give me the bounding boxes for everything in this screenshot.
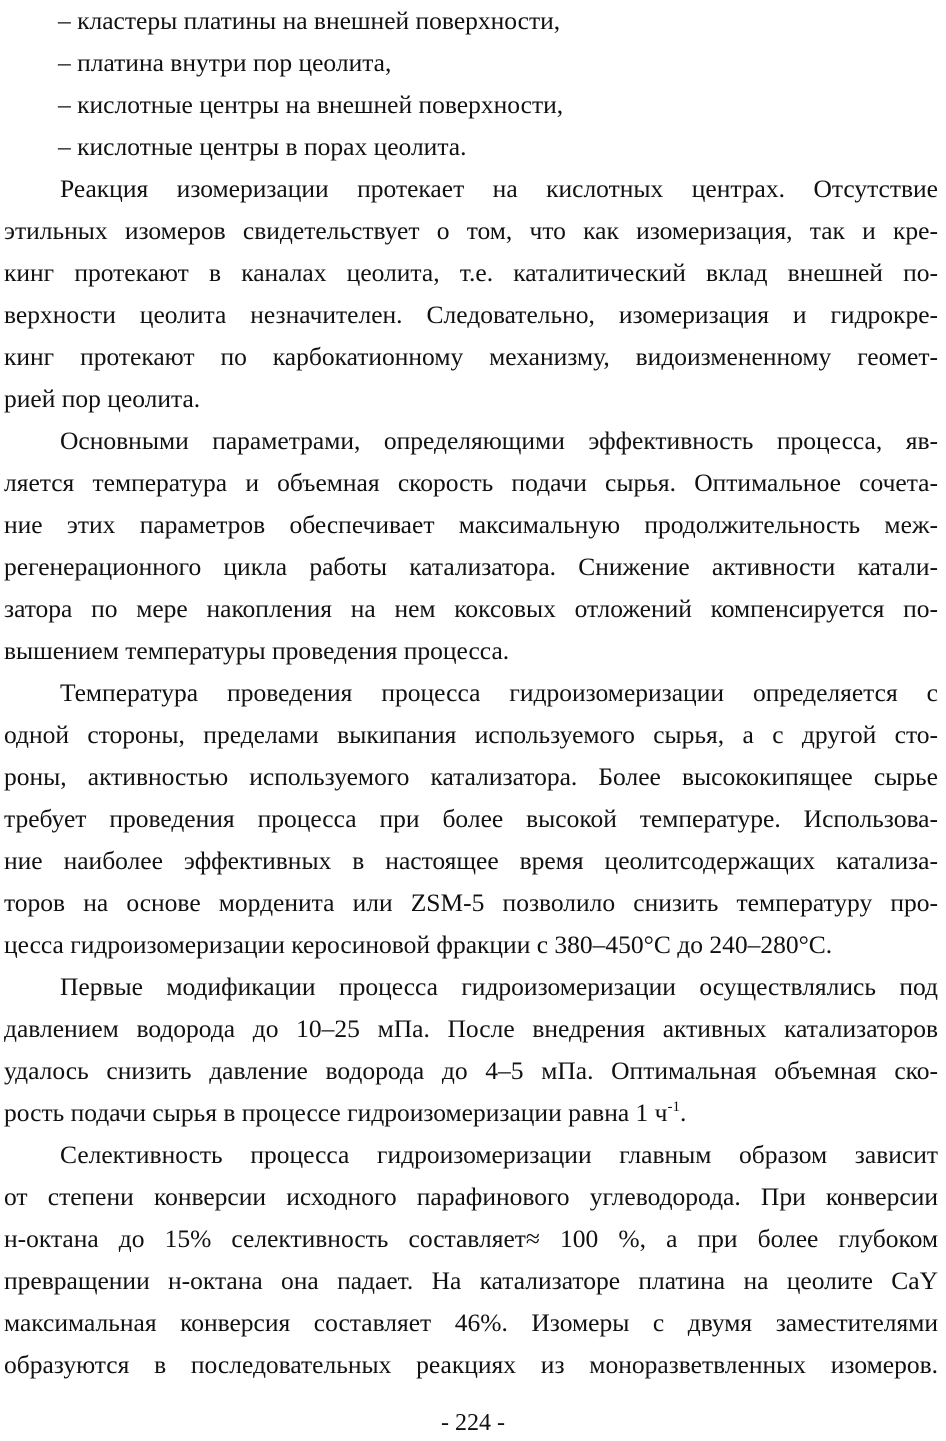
paragraph-line: от степени конверсии исходного парафинового углеводорода. При конверсии bbox=[4, 1182, 938, 1211]
paragraph-line: ние этих параметров обеспечивает максимальную продолжительность меж- bbox=[4, 510, 938, 539]
paragraph-line: превращении н-октана она падает. На катализаторе платина на цеолите CaY bbox=[4, 1266, 938, 1295]
list-item: – кластеры платины на внешней поверхности, bbox=[58, 6, 561, 35]
paragraph-line: н-октана до 15% селективность составляет≈ 100 %, а при более глубоком bbox=[4, 1224, 938, 1253]
paragraph-line: затора по мере накопления на нем коксовых отложений компенсируется по- bbox=[4, 594, 938, 623]
paragraph-line bbox=[4, 1092, 938, 1134]
paragraph-line: Селективность процесса гидроизомеризации главным образом зависит bbox=[60, 1140, 938, 1169]
paragraph-line: этильных изомеров свидетельствует о том, что как изомеризация, так и кре- bbox=[4, 216, 938, 245]
paragraph-line: верхности цеолита незначителен. Следовательно, изомеризация и гидрокре- bbox=[4, 300, 938, 329]
list-item: – платина внутри пор цеолита, bbox=[58, 48, 392, 77]
paragraph-line: роны, активностью используемого катализатора. Более высококипящее сырье bbox=[4, 762, 938, 791]
paragraph-line: Первые модификации процесса гидроизомеризации осуществлялись под bbox=[60, 972, 938, 1001]
paragraph-line: ние наиболее эффективных в настоящее время цеолитсодержащих катализа- bbox=[4, 846, 938, 875]
paragraph-line-text: рость подачи сырья в процессе гидроизомеризации равна 1 ч bbox=[4, 1098, 668, 1127]
paragraph-line: кинг протекают в каналах цеолита, т.е. каталитический вклад внешней по- bbox=[4, 258, 938, 287]
paragraph-line: цесса гидроизомеризации керосиновой фракции с 380–450°С до 240–280°С. bbox=[4, 930, 833, 959]
paragraph-line: давлением водорода до 10–25 мПа. После внедрения активных катализаторов bbox=[4, 1014, 938, 1043]
page-number: - 224 - bbox=[441, 1410, 505, 1436]
paragraph-line: вышением температуры проведения процесса. bbox=[4, 636, 510, 665]
sentence-end: . bbox=[680, 1098, 687, 1127]
paragraph-line: удалось снизить давление водорода до 4–5 мПа. Оптимальная объемная ско- bbox=[4, 1056, 938, 1085]
paragraph-line: торов на основе морденита или ZSM-5 позволило снизить температуру про- bbox=[4, 888, 938, 917]
list-item: – кислотные центры на внешней поверхности, bbox=[58, 90, 564, 119]
paragraph-line: регенерационного цикла работы катализатора. Снижение активности катали- bbox=[4, 552, 938, 581]
paragraph-line: одной стороны, пределами выкипания используемого сырья, а с другой сто- bbox=[4, 720, 938, 749]
paragraph-line: требует проведения процесса при более высокой температуре. Использова- bbox=[4, 804, 938, 833]
list-item: – кислотные центры в порах цеолита. bbox=[58, 132, 467, 161]
paragraph-line: Температура проведения процесса гидроизомеризации определяется с bbox=[60, 678, 938, 707]
paragraph-line: рией пор цеолита. bbox=[4, 384, 201, 413]
paragraph-line: ляется температура и объемная скорость подачи сырья. Оптимальное сочета- bbox=[4, 468, 938, 497]
paragraph-line: кинг протекают по карбокатионному механизму, видоизмененному геомет- bbox=[4, 342, 938, 371]
paragraph-line: Основными параметрами, определяющими эффективность процесса, яв- bbox=[60, 426, 938, 455]
paragraph-line: Реакция изомеризации протекает на кислотных центрах. Отсутствие bbox=[60, 174, 938, 203]
paragraph-line: максимальная конверсия составляет 46%. Изомеры с двумя заместителями bbox=[4, 1308, 938, 1337]
unit-exponent: -1 bbox=[667, 1099, 680, 1115]
paragraph-line: образуются в последовательных реакциях из моноразветвленных изомеров. bbox=[4, 1350, 938, 1379]
